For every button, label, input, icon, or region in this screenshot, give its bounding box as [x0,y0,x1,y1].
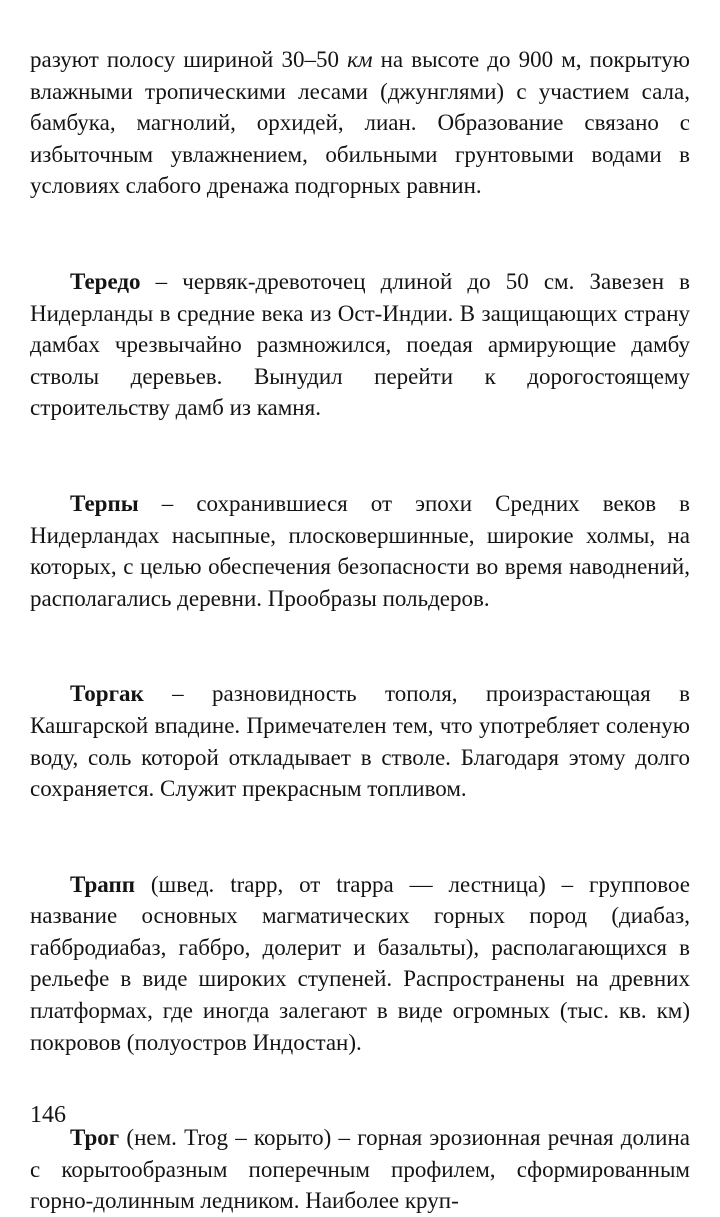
document-page [30,44,690,1217]
entry-terpy [30,488,690,614]
entry-term: Торгак [70,681,144,707]
entry-trog [30,1122,690,1217]
entry-term: Трог [70,1125,120,1151]
entry-definition: – червяк-древоточец длиной до 50 см. Завезен в Нидерланды в средние века из Ост-Индии. В защищающих страну дамбах чрезвычайно размножился, поедая армирующие дамбу стволы деревьев. Вынудил перейти к дорогостоящему строительству дамб из камня. [30,268,690,421]
entry-definition: – сохранившиеся от эпохи Средних веков в Нидерландах насыпные, плосковершинные, широкие холмы, на которых, с целью обеспечения безопасности во время наводнений, располагались деревни. Прообразы польдеров. [30,490,690,611]
entry-term: Тередо [70,268,141,294]
unit-km: км [347,47,373,72]
entry-definition: (швед. trapp, от trappa — лестница) – групповое название основных магматических горных пород (диабаз, габбродиабаз, габбро, долерит и базальты), располагающихся в рельефе в виде широких ступеней. Распространены на древних платформах, где иногда залегают в виде огромных (тыс. кв. км) покровов (полуостров Индостан). [30,871,690,1055]
continuation-text-end: на высоте до 900 м, покрытую влажными тропическими лесами (джунглями) с участием сала, бамбука, магнолий, орхидей, лиан. Образование связано с избыточным увлажнением, обильными грунтовыми водами в условиях слабого дренажа подгорных равнин. [30,47,690,199]
entry-term: Терпы [70,490,139,516]
entry-term: Трапп [70,871,135,897]
entry-definition: – разновидность тополя, произрастающая в Кашгарской впадине. Примечателен тем, что употребляет соленую воду, соль которой откладывает в стволе. Благодаря этому долго сохраняется. Служит прекрасным топливом. [30,681,690,802]
entry-torgak [30,678,690,804]
continuation-paragraph [30,44,690,202]
continuation-text-start: разуют полосу шириной 30–50 [30,47,348,72]
entry-trapp [30,869,690,1059]
page-number: 146 [30,1102,66,1128]
entry-teredo [30,266,690,424]
entry-definition: (нем. Trog – корыто) – горная эрозионная речная долина с корытообразным поперечным профилем, сформированным горно-долинным ледником. Наиболее круп- [30,1125,690,1214]
